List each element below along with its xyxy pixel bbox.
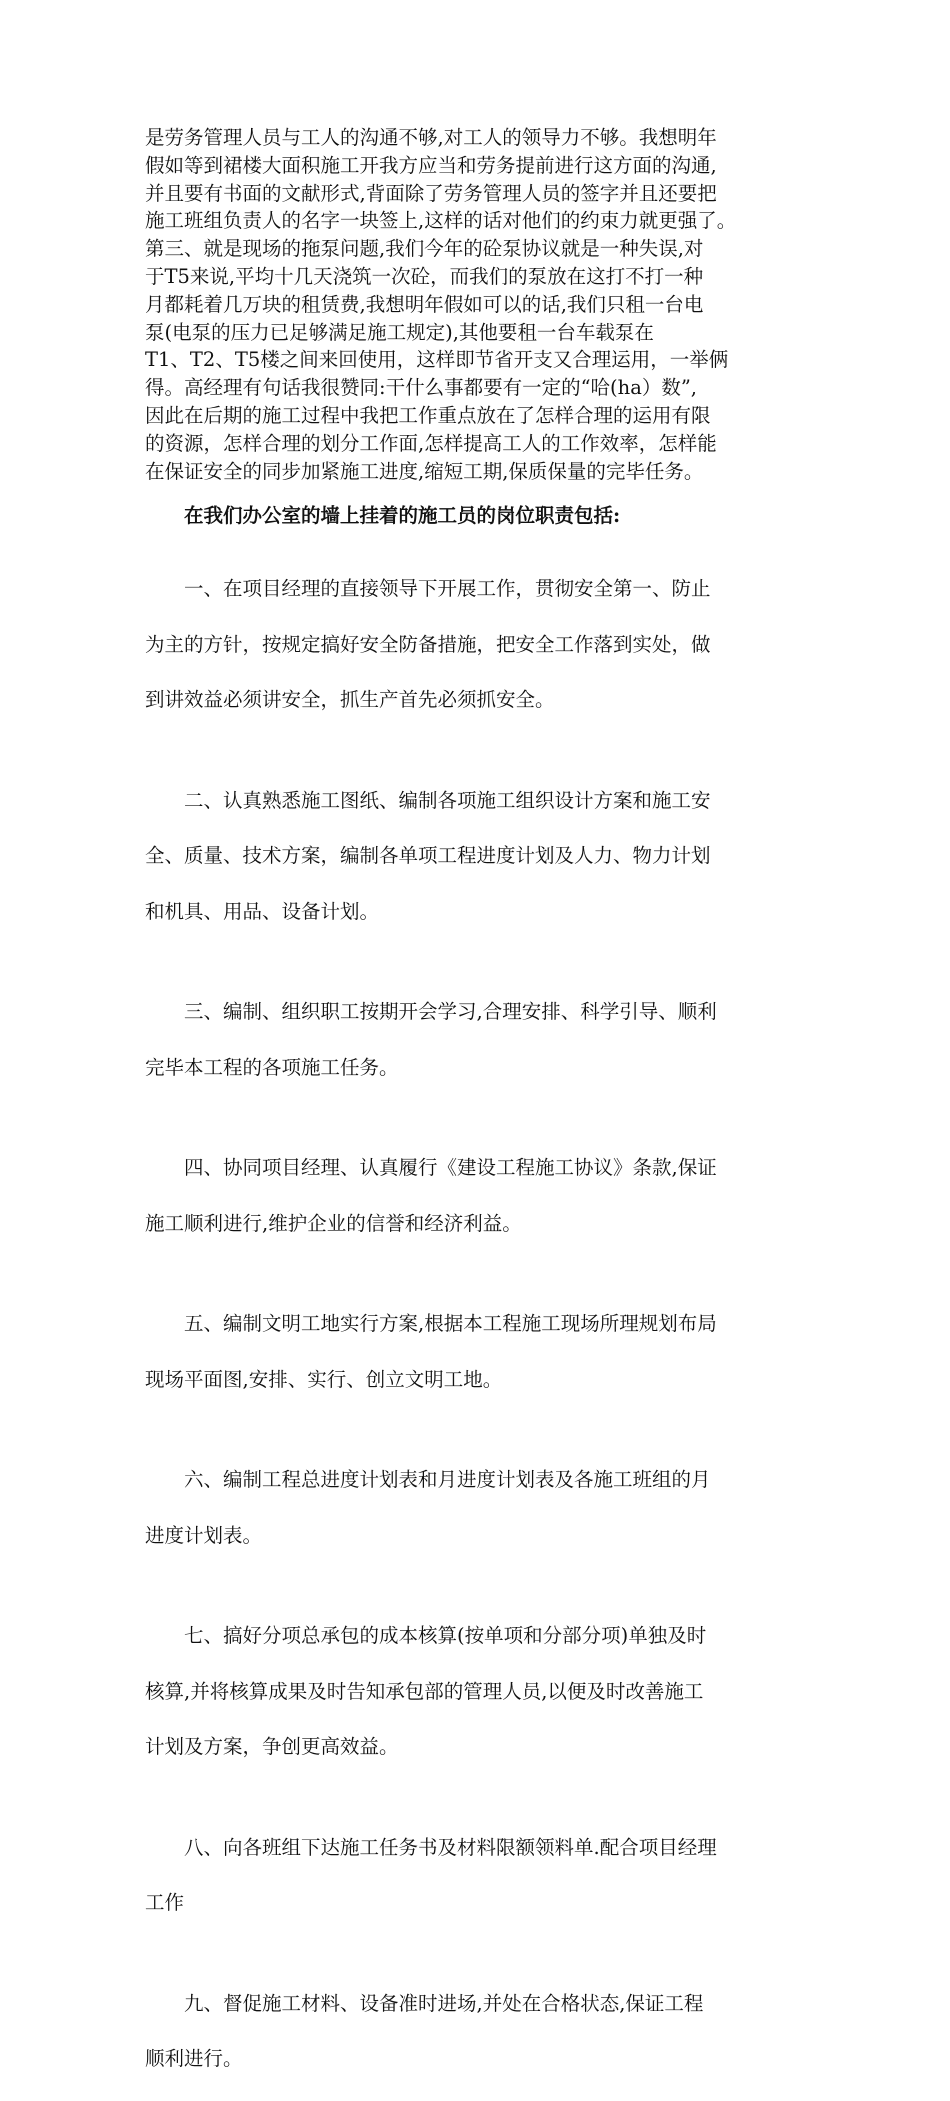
duty-item-9 [145, 1962, 810, 2101]
duty-item-4 [145, 1126, 810, 1265]
duty-line: 为主的方针，按规定搞好安全防备措施，把安全工作落到实处，做 [145, 632, 711, 656]
duty-line: 到讲效益必须讲安全，抓生产首先必须抓安全。 [145, 688, 555, 712]
text-line: 于T5来说,平均十几天浇筑一次砼，而我们的泵放在这打不打一种 [145, 264, 704, 288]
duty-line: 六、编制工程总进度计划表和月进度计划表及各施工班组的月 [184, 1468, 711, 1492]
duty-item-3 [145, 970, 810, 1109]
duty-line: 八、向各班组下达施工任务书及材料限额领料单.配合项目经理 [184, 1835, 717, 1859]
text-line: 月都耗着几万块的租赁费,我想明年假如可以的话,我们只租一台电 [145, 292, 704, 316]
duty-line: 九、督促施工材料、设备准时进场,并处在合格状态,保证工程 [184, 1991, 704, 2015]
text-line: 是劳务管理人员与工人的沟通不够,对工人的领导力不够。我想明年 [145, 126, 717, 149]
text-line: 在保证安全的同步加紧施工进度,缩短工期,保质保量的完毕任务。 [145, 459, 704, 483]
text-line: 的资源，怎样合理的划分工作面,怎样提高工人的工作效率，怎样能 [145, 431, 717, 455]
duty-line: 五、编制文明工地实行方案,根据本工程施工现场所理规划布局 [184, 1312, 717, 1336]
text-line: 并且要有书面的文献形式,背面除了劳务管理人员的签字并且还要把 [145, 181, 717, 205]
duty-line: 计划及方案，争创更高效益。 [145, 1735, 399, 1759]
duty-line: 进度计划表。 [145, 1523, 263, 1547]
text-line: 因此在后期的施工过程中我把工作重点放在了怎样合理的运用有限 [145, 403, 711, 427]
duties-heading: 在我们办公室的墙上挂着的施工员的岗位职责包括: [184, 504, 621, 528]
text-line: 泵(电泵的压力已足够满足施工规定),其他要租一台车载泵在 [145, 320, 654, 344]
document-page [145, 124, 810, 2101]
duty-item-1 [145, 547, 810, 742]
duty-line: 顺利进行。 [145, 2047, 243, 2071]
text-line: T1、T2、T5楼之间来回使用，这样即节省开支又合理运用，一举俩 [145, 348, 729, 372]
text-line: 得。高经理有句话我很赞同:干什么事都要有一定的“哈(ha）数”, [145, 376, 697, 400]
intro-paragraph [145, 124, 810, 485]
duty-item-6 [145, 1438, 810, 1577]
duty-line: 工作 [145, 1891, 185, 1915]
duty-line: 核算,并将核算成果及时告知承包部的管理人员,以便及时改善施工 [145, 1679, 704, 1703]
duty-item-7 [145, 1594, 810, 1789]
duty-line: 二、认真熟悉施工图纸、编制各项施工组织设计方案和施工安 [184, 788, 711, 812]
duty-line: 四、协同项目经理、认真履行《建设工程施工协议》条款,保证 [184, 1156, 717, 1180]
text-line: 施工班组负责人的名字一块签上,这样的话对他们的约束力就更强了。 [145, 209, 737, 233]
text-line: 第三、就是现场的拖泵问题,我们今年的砼泵协议就是一种失误,对 [145, 237, 704, 261]
duty-line: 一、在项目经理的直接领导下开展工作，贯彻安全第一、防止 [184, 576, 711, 600]
duty-line: 现场平面图,安排、实行、创立文明工地。 [145, 1367, 503, 1391]
duty-line: 七、搞好分项总承包的成本核算(按单项和分部分项)单独及时 [184, 1624, 707, 1648]
duty-item-8 [145, 1806, 810, 1945]
duty-item-2 [145, 759, 810, 954]
duty-line: 三、编制、组织职工按期开会学习,合理安排、科学引导、顺利 [184, 1000, 717, 1024]
text-line: 假如等到裙楼大面积施工开我方应当和劳务提前进行这方面的沟通, [145, 153, 717, 177]
duty-line: 施工顺利进行,维护企业的信誉和经济利益。 [145, 1211, 522, 1235]
duty-line: 全、质量、技术方案，编制各单项工程进度计划及人力、物力计划 [145, 844, 711, 868]
duty-line: 和机具、用品、设备计划。 [145, 899, 380, 923]
duty-line: 完毕本工程的各项施工任务。 [145, 1055, 399, 1079]
duty-item-5 [145, 1282, 810, 1421]
